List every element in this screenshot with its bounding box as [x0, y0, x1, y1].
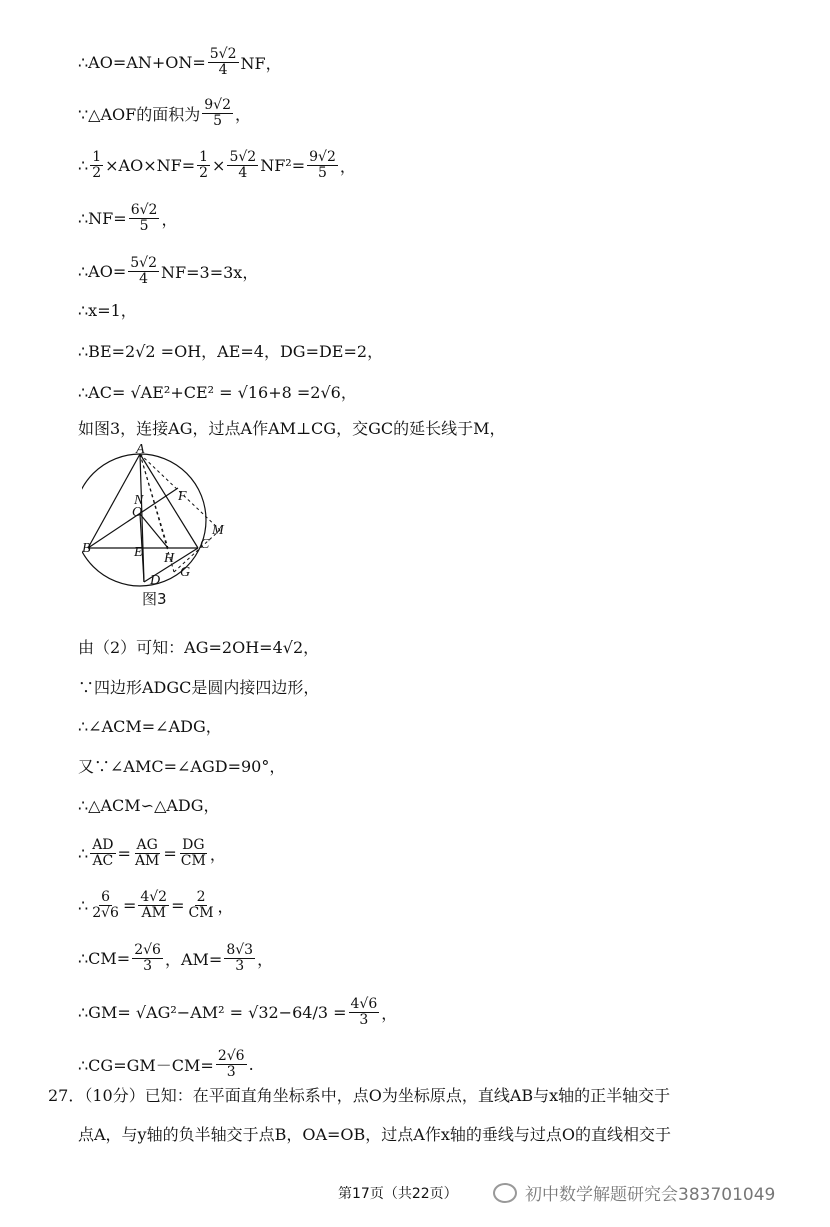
label-c: C: [200, 537, 210, 552]
solution-line: ∴BE=2√2 =OH，AE=4，DG=DE=2，: [78, 342, 384, 361]
solution-line: ∴CM= $\frac{2√6}{3}$ ，AM= $\frac{8√3}{3}$ ，: [78, 942, 274, 974]
fraction: $\frac{2√6}{3}$: [217, 1048, 245, 1080]
solution-line: ∴x=1，: [78, 301, 137, 320]
solution-line: ∴AO= $\frac{5√2}{4}$ NF=3=3x，: [78, 255, 259, 287]
fraction: $\frac{9√2}{5}$: [309, 149, 336, 181]
fraction: $\frac{4√6}{3}$: [350, 996, 378, 1028]
problem-27-line2: 点A，与y轴的负半轴交于点B，OA=OB，过点A作x轴的垂线与过点O的直线相交于: [78, 1125, 672, 1144]
watermark: 初中数学解题研究会383701049: [493, 1180, 775, 1205]
solution-line: ∴NF= $\frac{6√2}{5}$ ，: [78, 202, 178, 234]
solution-line: 如图3，连接AG，过点A作AM⊥CG，交GC的延长线于M，: [78, 419, 506, 438]
solution-line: ∴ $\frac{6}{2√6}$ = $\frac{4√2}{AM}$ = $\frac{2}{CM}$ ，: [78, 889, 234, 921]
fraction: $\frac{AD}{AC}$: [92, 837, 114, 869]
solution-line: ∴△ACM∽△ADG，: [78, 796, 220, 815]
solution-line: ∴AO=AN+ON= $\frac{5√2}{4}$ NF，: [78, 46, 282, 78]
fraction: $\frac{5√2}{4}$: [229, 149, 257, 181]
label-m: M: [212, 523, 224, 538]
label-g: G: [180, 565, 191, 580]
problem-27-line1: 27．（10分）已知：在平面直角坐标系中，点O为坐标原点，直线AB与x轴的正半轴交于: [48, 1086, 671, 1105]
solution-line: ∴∠ACM=∠ADG，: [78, 717, 222, 736]
solution-line: ∵四边形ADGC是圆内接四边形，: [78, 678, 320, 697]
solution-line: 又∵∠AMC=∠AGD=90°，: [78, 757, 286, 776]
fraction: $\frac{AG}{AM}$: [134, 837, 160, 869]
label-d: D: [150, 573, 161, 588]
fraction: $\frac{2}{CM}$: [188, 889, 214, 921]
page-number: 第17页（共22页）: [338, 1186, 458, 1202]
fraction: $\frac{4√2}{AM}$: [140, 889, 168, 921]
solution-line: ∴ $\frac{AD}{AC}$ = $\frac{AG}{AM}$ = $\frac{DG}{CM}$ ，: [78, 837, 226, 869]
label-f: F: [178, 489, 187, 504]
fraction: $\frac{DG}{CM}$: [180, 837, 206, 869]
fraction: $\frac{5√2}{4}$: [209, 46, 237, 78]
label-h: H: [164, 551, 175, 566]
fraction: $\frac{9√2}{5}$: [204, 97, 232, 129]
label-e: E: [134, 545, 143, 560]
solution-line: 由（2）可知：AG=2OH=4√2，: [78, 638, 320, 657]
solution-line: ∴GM= √AG²−AM² = √32−64/3 = $\frac{4√6}{3}$ ，: [78, 996, 398, 1028]
label-o: O: [132, 505, 143, 520]
figure-3: [82, 444, 242, 614]
fraction: $\frac{1}{2}$: [199, 149, 209, 181]
label-b: B: [82, 541, 91, 556]
figure-caption: 图3: [142, 590, 167, 608]
fraction: $\frac{8√3}{3}$: [226, 942, 254, 974]
label-n: N: [134, 493, 144, 508]
label-a: A: [136, 444, 145, 457]
fraction: $\frac{5√2}{4}$: [130, 255, 158, 287]
fraction: $\frac{2√6}{3}$: [134, 942, 161, 974]
wechat-icon: [493, 1183, 517, 1203]
solution-line: ∴ $\frac{1}{2}$ ×AO×NF= $\frac{1}{2}$ × $\frac{5√2}{4}$ NF²= $\frac{9√2}{5}$ ，: [78, 149, 356, 181]
solution-line: ∴CG=GM－CM= $\frac{2√6}{3}$ .: [78, 1048, 254, 1080]
solution-line: ∴AC= √AE²+CE² = √16+8 =2√6，: [78, 383, 357, 402]
solution-line: ∵△AOF的面积为 $\frac{9√2}{5}$ ，: [78, 97, 252, 129]
fraction: $\frac{6}{2√6}$: [92, 889, 119, 921]
fraction: $\frac{6√2}{5}$: [130, 202, 158, 234]
fraction: $\frac{1}{2}$: [92, 149, 102, 181]
